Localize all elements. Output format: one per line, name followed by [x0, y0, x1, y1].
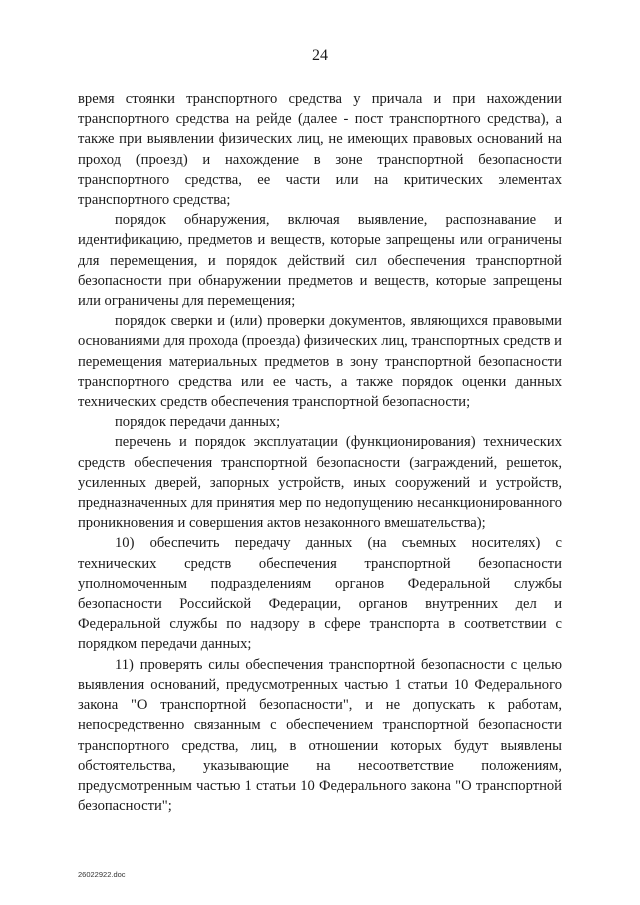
paragraph-item-11: 11) проверять силы обеспечения транспортной безопасности с целью выявления оснований, предусмотренных частью 1 статьи 10 Федерального закона "О транспортной безопасности", и не допускать к работам, непосредственно связанным с обеспечением транспортной безопасности транспортного средства, лиц, в отношении которых будут выявлены обстоятельства, указывающие на несоответствие положениям, предусмотренным частью 1 статьи 10 Федерального закона "О транспортной безопасности"; — [78, 656, 562, 815]
paragraph-item-10: 10) обеспечить передачу данных (на съемных носителях) с технических средств обеспечения транспортной безопасности уполномоченным подразделениям органов Федеральной службы безопасности Российской Федерации, органов внутренних дел и Федеральной службы по надзору в сфере транспорта в соответствии с порядком передачи данных; — [78, 535, 562, 653]
paragraph-document-verification: порядок сверки и (или) проверки документов, являющихся правовыми основаниями для прохода (проезда) физических лиц, транспортных средств и перемещения материальных предметов в зону транспортной безопасности транспортного средства или ее часть, а также порядок оценки данных технических средств обеспечения транспортной безопасности; — [78, 313, 562, 411]
footer-file-code: 26022922.doc — [78, 870, 126, 879]
document-body — [78, 89, 562, 816]
paragraph-technical-means: перечень и порядок эксплуатации (функционирования) технических средств обеспечения транспортной безопасности (заграждений, решеток, усиленных дверей, запорных устройств, иных сооружений и устройств, предназначенных для принятия мер по недопущению несанкционированного проникновения и совершения актов незаконного вмешательства); — [78, 434, 562, 532]
paragraph-data-transfer: порядок передачи данных; — [115, 414, 281, 431]
page-number: 24 — [312, 47, 328, 64]
paragraph-detection-procedure: порядок обнаружения, включая выявление, распознавание и идентификацию, предметов и веществ, которые запрещены или ограничены для перемещения, и порядок действий сил обеспечения транспортной безопасности при обнаружении предметов и веществ, которые запрещены или ограничены для перемещения; — [78, 212, 562, 310]
paragraph-continuation: время стоянки транспортного средства у причала и при нахождении транспортного средства на рейде (далее - пост транспортного средства), а также при выявлении физических лиц, не имеющих правовых оснований на проход (проезд) и нахождение в зоне транспортной безопасности транспортного средства, ее части или на критических элементах транспортного средства; — [78, 91, 562, 209]
